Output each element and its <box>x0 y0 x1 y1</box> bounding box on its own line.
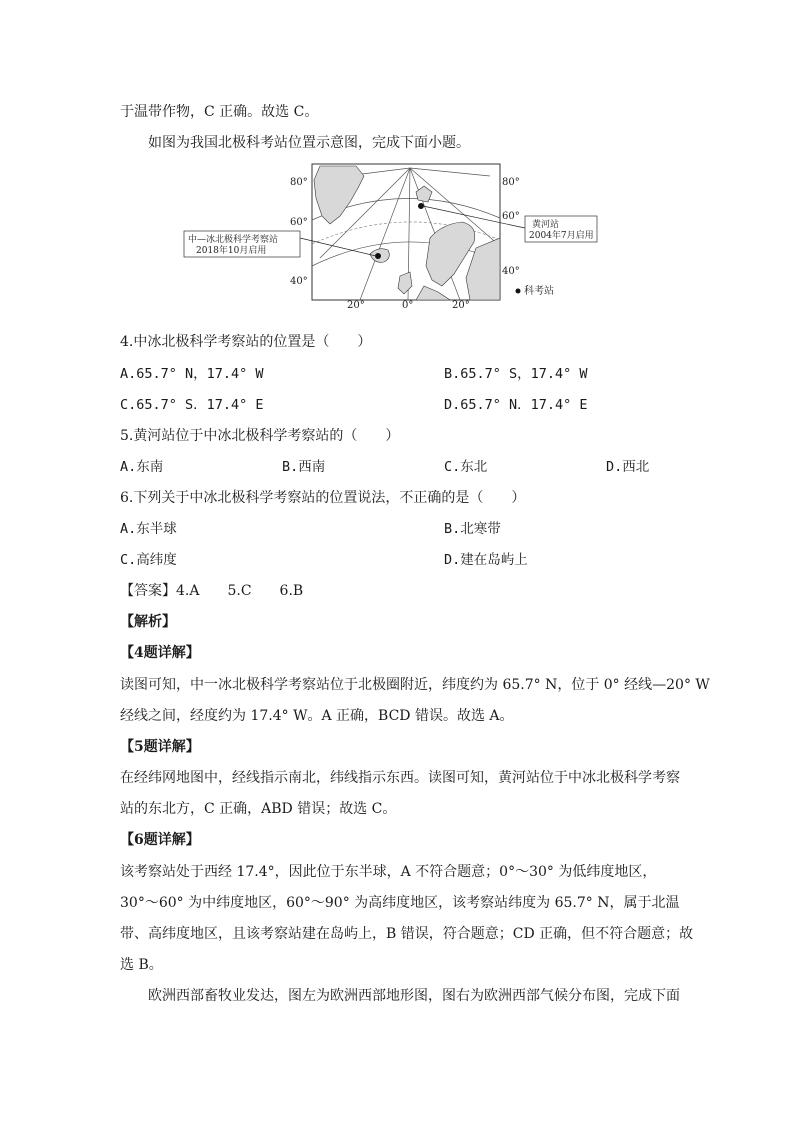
lat-label-left-80: 80° <box>290 177 308 188</box>
lat-label-left-40: 40° <box>290 276 308 287</box>
lat-label-left-60: 60° <box>290 217 308 228</box>
question-5-stem: 5.黄河站位于中冰北极科学考察站的（ ） <box>120 428 400 444</box>
q5-detail-header: 【5题详解】 <box>120 739 200 755</box>
q4-option-d: D.65.7° N．17.4° E <box>444 397 588 413</box>
lon-label-0: 0° <box>402 300 414 308</box>
q5-detail-line-1: 在经纬网地图中，经线指示南北，纬线指示东西。读图可知，黄河站位于中冰北极科学考察 <box>120 770 680 786</box>
lat-label-right-80: 80° <box>502 177 520 188</box>
arctic-station-map <box>180 158 600 308</box>
q6-detail-header: 【6题详解】 <box>120 832 200 848</box>
q4-detail-line-1: 读图可知，中一冰北极科学考察站位于北极圈附近，纬度约为 65.7° N，位于 0° 经线—20° W <box>120 677 710 693</box>
q6-detail-line-1: 该考察站处于西经 17.4°，因此位于东半球，A 不符合题意；0°～30° 为低纬度地区， <box>120 864 657 880</box>
q6-option-b: B.北寒带 <box>444 521 501 537</box>
station-a-date: 2018年10月启用 <box>196 246 267 256</box>
q6-detail-line-3: 带、高纬度地区，且该考察站建在岛屿上，B 错误，符合题意；CD 正确，但不符合题意；故 <box>120 926 694 942</box>
next-question-intro: 欧洲西部畜牧业发达，图左为欧洲西部地形图，图右为欧洲西部气候分布图，完成下面 <box>148 988 680 1004</box>
lon-label-20w: 20° <box>347 300 365 308</box>
intro-tail-text: 于温带作物，C 正确。故选 C。 <box>120 104 319 120</box>
q6-option-a: A.东半球 <box>120 521 177 537</box>
q4-detail-line-2: 经线之间，经度约为 17.4° W。A 正确，BCD 错误。故选 A。 <box>120 708 514 724</box>
station-b-date: 2004年7月启用 <box>529 231 594 241</box>
q6-detail-line-4: 选 B。 <box>120 957 163 973</box>
legend-label: 科考站 <box>524 286 554 297</box>
q6-option-c: C.高纬度 <box>120 552 177 568</box>
answer-line: 【答案】4.A 5.C 6.B <box>120 583 304 599</box>
q5-option-d: D.西北 <box>606 459 650 475</box>
q4-option-b: B.65.7° S，17.4° W <box>444 366 588 382</box>
station-b-name: 黄河站 <box>532 220 560 230</box>
lon-label-20e: 20° <box>452 300 470 308</box>
station-a-name: 中—冰北极科学考察站 <box>188 235 279 245</box>
question-4-stem: 4.中冰北极科学考察站的位置是（ ） <box>120 334 372 350</box>
q6-option-d: D.建在岛屿上 <box>444 552 528 568</box>
q4-detail-header: 【4题详解】 <box>120 645 200 661</box>
q5-option-c: C.东北 <box>444 459 488 475</box>
question-6-stem: 6.下列关于中冰北极科学考察站的位置说法，不正确的是（ ） <box>120 490 526 506</box>
analysis-header: 【解析】 <box>120 614 176 630</box>
q4-option-c: C.65.7° S．17.4° E <box>120 397 264 413</box>
q5-option-b: B.西南 <box>282 459 326 475</box>
map-intro-text: 如图为我国北极科考站位置示意图，完成下面小题。 <box>148 135 470 151</box>
lat-label-right-40: 40° <box>502 266 520 277</box>
q6-detail-line-2: 30°～60° 为中纬度地区，60°～90° 为高纬度地区，该考察站纬度为 65.7° N，属于北温 <box>120 895 680 911</box>
q5-option-a: A.东南 <box>120 459 164 475</box>
q4-option-a: A.65.7° N，17.4° W <box>120 366 264 382</box>
q5-detail-line-2: 站的东北方，C 正确，ABD 错误；故选 C。 <box>120 801 397 817</box>
legend-station-dot <box>516 289 521 294</box>
lat-label-right-60: 60° <box>502 211 520 222</box>
